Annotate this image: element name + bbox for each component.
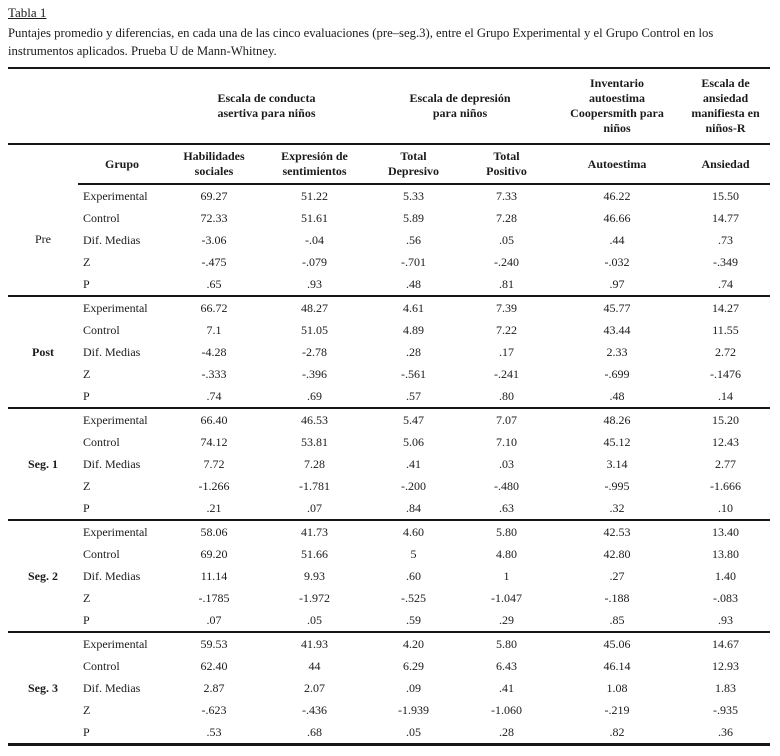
value-cell: .73 [718,232,733,247]
value-cell: 5.47 [403,412,424,427]
table-row [8,475,770,497]
row-label: P [83,724,90,739]
value-cell: .93 [718,612,733,627]
value-cell: 3.14 [606,456,628,471]
table-row [8,431,770,453]
table-row [8,184,770,207]
value-cell: .63 [499,500,514,515]
value-cell: .41 [406,456,421,471]
value-cell: -.240 [494,254,519,269]
column-header-label: Habilidades sociales [183,149,245,178]
value-cell: 7.10 [496,434,517,449]
value-cell: 41.93 [301,636,328,651]
column-header-cell [367,144,460,184]
value-cell: 51.61 [301,210,328,225]
value-cell: 5.89 [403,210,424,225]
table-row [8,699,770,721]
row-label: Control [83,210,120,225]
evaluation-block [8,184,770,296]
value-cell: .10 [718,500,733,515]
row-label: Z [83,590,91,605]
table-row [8,543,770,565]
group-header-cell [367,68,553,144]
table-row [8,385,770,408]
value-cell: 7.07 [496,412,517,427]
value-cell: .28 [406,344,421,359]
row-label: P [83,500,90,515]
value-cell: 45.06 [603,636,631,651]
table-row [8,296,770,319]
value-cell: 58.06 [200,524,228,539]
value-cell: .09 [406,680,421,695]
value-cell: 66.72 [200,300,228,315]
value-cell: 62.40 [200,658,228,673]
value-cell: 51.05 [301,322,328,337]
value-cell: .60 [406,568,421,583]
value-cell: -.623 [201,702,227,717]
row-label: Z [83,366,91,381]
value-cell: -1.972 [299,590,330,605]
value-cell: 51.66 [301,546,328,561]
row-label: Control [83,658,120,673]
value-cell: 4.60 [403,524,424,539]
group-header-label: Escala de ansiedad manifiesta en niños-R [691,76,760,135]
value-cell: -.699 [604,366,630,381]
value-cell: 6.43 [496,658,517,673]
evaluation-block [8,632,770,745]
value-cell: -.561 [401,366,426,381]
column-header-cell [262,144,367,184]
value-cell: 1.83 [715,680,736,695]
value-cell: 41.73 [301,524,328,539]
value-cell: 14.77 [712,210,739,225]
value-cell: 1.08 [606,680,628,695]
value-cell: 12.93 [712,658,739,673]
value-cell: .80 [499,388,514,403]
column-header-label: Autoestima [587,156,647,171]
value-cell: -3.06 [201,232,227,247]
column-header-cell [681,144,770,184]
value-cell: 46.22 [603,188,631,203]
value-cell: 15.20 [712,412,739,427]
value-cell: -.935 [713,702,738,717]
value-cell: 13.80 [712,546,739,561]
results-table [8,67,770,746]
value-cell: 2.33 [606,344,628,359]
row-label: Experimental [83,300,148,315]
value-cell: .59 [406,612,421,627]
value-cell: 15.50 [712,188,739,203]
value-cell: .48 [406,276,421,291]
table-row [8,229,770,251]
value-cell: -1.047 [491,590,522,605]
row-label: Z [83,702,91,717]
value-cell: 6.29 [403,658,424,673]
blank-header-cell [8,144,78,184]
value-cell: 72.33 [200,210,228,225]
value-cell: .05 [307,612,322,627]
value-cell: 46.14 [603,658,631,673]
group-header-label: Inventario autoestima Coopersmith para niños [570,76,664,135]
value-cell: .53 [206,724,222,739]
value-cell: -.995 [604,478,630,493]
value-cell: -.475 [201,254,227,269]
period-label: Pre [35,232,51,246]
value-cell: .57 [406,388,421,403]
value-cell: 5 [410,546,417,561]
value-cell: .82 [609,724,625,739]
value-cell: -.333 [201,366,227,381]
value-cell: 74.12 [200,434,228,449]
table-row [8,453,770,475]
value-cell: .03 [499,456,514,471]
value-cell: -.083 [713,590,738,605]
row-label: Control [83,546,120,561]
column-header-label: Total Depresivo [387,149,440,178]
value-cell: -.436 [302,702,327,717]
row-label: Experimental [83,188,148,203]
column-header-cell [78,144,166,184]
value-cell: 45.77 [603,300,631,315]
value-cell: -.079 [302,254,327,269]
value-cell: 14.27 [712,300,739,315]
value-cell: .84 [406,500,421,515]
row-label: P [83,276,90,291]
value-cell: -.701 [401,254,426,269]
table-caption: Puntajes promedio y diferencias, en cada una de las cinco evaluaciones (pre–seg.3), entre el Grupo Experimental y el Grupo Control en los instrumentos aplicados. Prueba U de Mann-Whitney. [8,26,714,58]
column-header-label: Grupo [104,156,139,171]
column-header-label: Total Positivo [486,149,527,178]
row-label: Experimental [83,524,148,539]
value-cell: .69 [307,388,322,403]
value-cell: -.032 [604,254,630,269]
value-cell: 46.53 [301,412,328,427]
column-header-label: Ansiedad [701,156,750,171]
table-row [8,677,770,699]
period-label: Seg. 3 [28,680,58,695]
value-cell: .27 [609,568,625,583]
row-label: Control [83,434,120,449]
row-label: Z [83,254,91,269]
table-row [8,632,770,655]
group-header-label: Escala de depresión para niños [409,91,511,120]
value-cell: .21 [206,500,222,515]
value-cell: 1 [503,568,510,583]
value-cell: -1.939 [398,702,429,717]
value-cell: 51.22 [301,188,328,203]
value-cell: -1.060 [491,702,522,717]
table-row [8,497,770,520]
value-cell: .29 [499,612,514,627]
table-row [8,363,770,385]
value-cell: 2.87 [203,680,225,695]
value-cell: .07 [307,500,322,515]
value-cell: 4.20 [403,636,424,651]
group-header-cell [166,68,367,144]
value-cell: 4.61 [403,300,424,315]
value-cell: -.188 [604,590,630,605]
table-title: Tabla 1 [8,5,47,20]
value-cell: 7.22 [496,322,517,337]
value-cell: 13.40 [712,524,739,539]
value-cell: .44 [609,232,625,247]
table-row [8,408,770,431]
group-header-label: Escala de conducta asertiva para niños [217,91,316,120]
value-cell: 42.53 [603,524,631,539]
value-cell: 5.80 [496,636,517,651]
value-cell: .85 [609,612,625,627]
value-cell: 2.72 [715,344,736,359]
value-cell: -1.781 [299,478,330,493]
value-cell: 4.89 [403,322,424,337]
value-cell: -.1476 [710,366,741,381]
value-cell: 69.27 [200,188,228,203]
evaluation-block [8,408,770,520]
table-row [8,319,770,341]
value-cell: 7.33 [496,188,517,203]
value-cell: .68 [307,724,322,739]
corner-blank-cell [8,68,166,144]
value-cell: -1.666 [710,478,741,493]
value-cell: 43.44 [603,322,631,337]
value-cell: -.480 [494,478,519,493]
value-cell: -.396 [302,366,327,381]
row-label: Dif. Medias [83,344,141,359]
value-cell: 5.33 [403,188,424,203]
value-cell: 48.27 [301,300,328,315]
value-cell: 11.14 [200,568,228,583]
value-cell: 48.26 [603,412,631,427]
table-row [8,721,770,745]
value-cell: .17 [499,344,514,359]
value-cell: -1.266 [198,478,230,493]
table-row [8,609,770,632]
row-label: Dif. Medias [83,456,141,471]
value-cell: 66.40 [200,412,228,427]
table-row [8,207,770,229]
value-cell: 69.20 [200,546,228,561]
value-cell: -.219 [604,702,630,717]
value-cell: 4.80 [496,546,517,561]
column-header-row [8,144,770,184]
value-cell: .97 [609,276,625,291]
value-cell: .14 [718,388,733,403]
value-cell: 46.66 [603,210,631,225]
value-cell: .28 [499,724,514,739]
value-cell: -.04 [305,232,324,247]
value-cell: 7.39 [496,300,517,315]
period-label: Seg. 1 [28,456,58,471]
value-cell: 7.28 [304,456,325,471]
value-cell: .48 [609,388,625,403]
value-cell: -.200 [401,478,426,493]
group-header-cell [681,68,770,144]
value-cell: 14.67 [712,636,739,651]
value-cell: .65 [206,276,222,291]
table-row [8,655,770,677]
value-cell: .93 [307,276,322,291]
value-cell: .05 [406,724,421,739]
value-cell: 7.28 [496,210,517,225]
row-label: Dif. Medias [83,680,141,695]
value-cell: -2.78 [302,344,327,359]
value-cell: 44 [308,658,321,673]
table-row [8,587,770,609]
value-cell: 5.06 [403,434,424,449]
value-cell: -.241 [494,366,519,381]
table-row [8,565,770,587]
value-cell: 12.43 [712,434,739,449]
row-label: P [83,612,90,627]
row-label: Dif. Medias [83,232,141,247]
value-cell: .32 [609,500,625,515]
value-cell: -.525 [401,590,426,605]
column-header-label: Expresión de sentimientos [281,149,348,178]
row-label: Control [83,322,120,337]
value-cell: .05 [499,232,514,247]
value-cell: 11.55 [712,322,739,337]
value-cell: 1.40 [715,568,736,583]
value-cell: .07 [206,612,222,627]
column-header-cell [553,144,681,184]
group-header-cell [553,68,681,144]
value-cell: 53.81 [301,434,328,449]
value-cell: 7.72 [203,456,225,471]
value-cell: -4.28 [201,344,227,359]
row-label: Experimental [83,636,148,651]
evaluation-block [8,296,770,408]
value-cell: .81 [499,276,514,291]
value-cell: 45.12 [603,434,631,449]
value-cell: -.349 [713,254,738,269]
value-cell: 7.1 [206,322,222,337]
value-cell: 42.80 [603,546,631,561]
value-cell: .41 [499,680,514,695]
column-header-cell [460,144,553,184]
value-cell: .36 [718,724,733,739]
instrument-group-header-row [8,68,770,144]
row-label: P [83,388,90,403]
period-label: Seg. 2 [28,568,58,583]
value-cell: 5.80 [496,524,517,539]
value-cell: 59.53 [200,636,228,651]
table-row [8,520,770,543]
table-header [8,68,770,184]
value-cell: 9.93 [304,568,325,583]
value-cell: 2.77 [715,456,736,471]
column-header-cell [166,144,262,184]
value-cell: -.1785 [198,590,230,605]
table-row [8,251,770,273]
evaluation-block [8,520,770,632]
row-label: Experimental [83,412,148,427]
table-row [8,341,770,363]
value-cell: .74 [206,388,222,403]
value-cell: .56 [406,232,421,247]
row-label: Dif. Medias [83,568,141,583]
table-row [8,273,770,296]
period-label: Post [32,344,54,359]
row-label: Z [83,478,91,493]
value-cell: 2.07 [304,680,325,695]
value-cell: .74 [718,276,733,291]
